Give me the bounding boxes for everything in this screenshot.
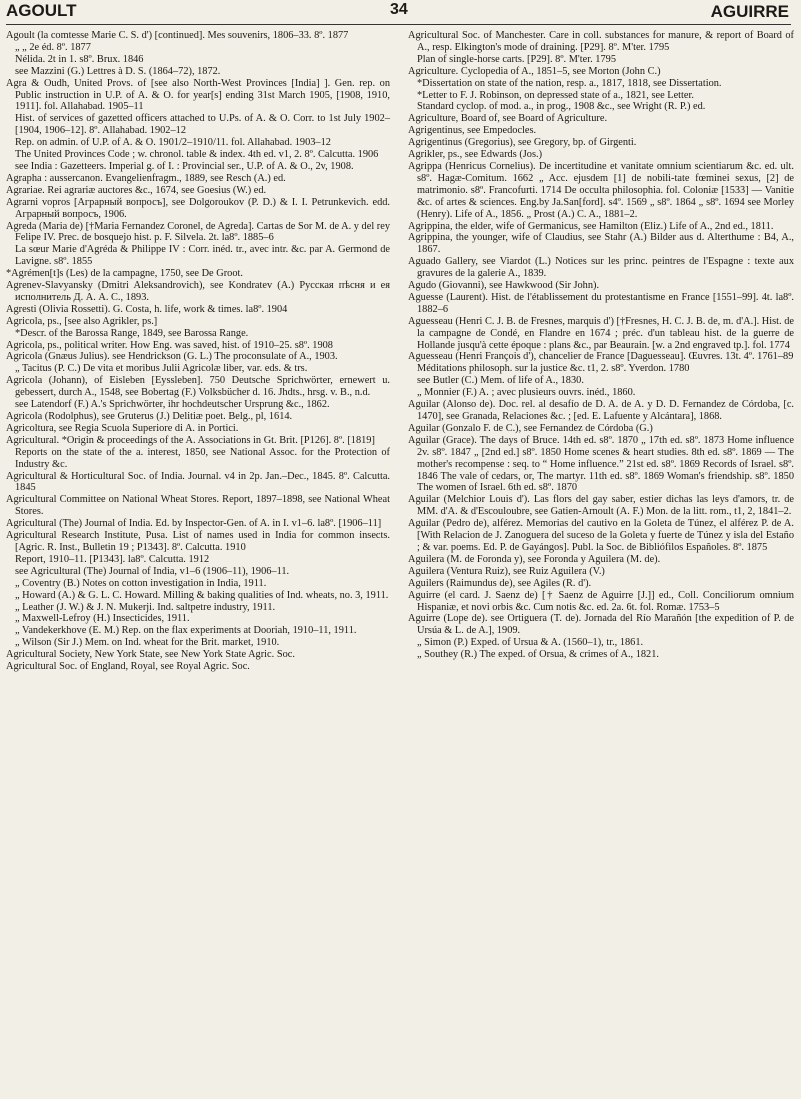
catalogue-entry: Agrarni vopros [Аграрный вопросъ], see Dolgoroukov (P. D.) & I. I. Petrunkevich. edd. Аграрный вопросъ, 1906. xyxy=(6,196,390,220)
catalogue-entry: Aguesseau (Henri François d'), chancelier de France [Daguesseau]. Œuvres. 13t. 4º. 1761–89 xyxy=(408,351,794,363)
catalogue-entry: Agricultural Soc. of Manchester. Care in coll. substances for manure, & report of Board of A., resp. Elkington's mode of draining. [P29]. 8º. M'ter. 1795 xyxy=(408,30,794,53)
catalogue-entry: see Latendorf (F.) A.'s Sprichwörter, ihr hochdeutscher Ursprung &c., 1862. xyxy=(15,399,330,411)
catalogue-entry: Agriculture. Cyclopedia of A., 1851–5, see Morton (John C.) xyxy=(408,65,661,77)
catalogue-entry: *Descr. of the Barossa Range, 1849, see Barossa Range. xyxy=(15,327,249,339)
catalogue-entry: „ „ 2e éd. 8º. 1877 xyxy=(15,41,91,53)
catalogue-entry: Agra & Oudh, United Provs. of [see also North-West Provinces [India] ]. Gen. rep. on Public instruction in U.P. of A. & O. for year[s] ending 31st March 1905, [1908, 1910, 1911]. fol. Allahabad. 1905–11 xyxy=(6,77,390,113)
catalogue-entry: Reports on the state of the a. interest, 1850, see National Assoc. for the Protection of Industry &c. xyxy=(15,446,390,470)
catalogue-entry: Agreda (Maria de) [†Maria Fernandez Coronel, de Agreda]. Cartas de Sor M. de A. y del rey Felipe IV. Prec. de bosquejo hist. p. F. Silvela. 2t. la8º. 1885–6 xyxy=(6,220,390,244)
catalogue-entry: *Dissertation on state of the nation, resp. a., 1817, 1818, see Dissertation. xyxy=(417,77,722,89)
catalogue-entry: Agricultural Research Institute, Pusa. List of names used in India for common insects. [Agric. R. Inst., Bulletin 19 ; P1343]. 8º. Calcutta. 1910 xyxy=(6,530,390,553)
catalogue-entry: Aguilar (Grace). The days of Bruce. 14th ed. s8º. 1870 „ 17th ed. s8º. 1873 Home influence 2v. s8º. 1847 „ [2nd ed.] s8º. 1850 Home scenes & heart studies. 8th ed. s8º. 1869 — The mother's recompense : seq. to “ Home influence.” 21st ed. s8º. 1869 Records of Israel. s8º. 1846 The vale of cedars, or, The martyr. 11th ed. s8º. 1869 Woman's friendship. s8º. 1850 The women of Israel. 6th ed. s8º. 1870 xyxy=(408,434,794,494)
catalogue-entry: Agrippa (Henricus Cornelius). De incertitudine et vanitate omnium scientiarum &c. ed. ult. s8º. Hagæ-Comitum. 1662 „ Acc. ejusdem [1] de nobili-tate fœminei sexus, [2] de matrimonio. s8º. Francofurti. 1714 De occulta philosophia. fol. Coloniæ [1533] — Vanitie &c. of artes & sciences. Eng.by Ja.San[ford]. s4º. 1569 „ s8º. 1864 „ s8º. 1694 see Morley (Henry). Life of A., 1856. „ Prost (A.) C. A., 1881–2. xyxy=(408,160,794,220)
catalogue-entry: Aguilers (Raimundus de), see Agiles (R. d'). xyxy=(408,577,592,589)
catalogue-entry: Agricultural & Horticultural Soc. of India. Journal. v4 in 2p. Jan.–Dec., 1845. 8º. Calcutta. 1845 xyxy=(6,470,390,494)
catalogue-entry: Agricola (Gnæus Julius). see Hendrickson (G. L.) The proconsulate of A., 1903. xyxy=(6,351,338,363)
catalogue-entry: see Butler (C.) Mem. of life of A., 1830. xyxy=(417,375,584,387)
catalogue-entry: Agresti (Olivia Rossetti). G. Costa, h. life, work & times. la8º. 1904 xyxy=(6,303,288,315)
catalogue-entry: Aguado Gallery, see Viardot (L.) Notices sur les princ. peintres de l'Espagne : texte aux gravures de la galerie A., 1839. xyxy=(408,256,794,280)
catalogue-entry: The United Provinces Code ; w. chronol. table & index. 4th ed. v1, 2. 8º. Calcutta. 1906 xyxy=(15,149,379,161)
catalogue-entry: Agricola, ps., [see also Agrikler, ps.] xyxy=(6,315,158,327)
right-column xyxy=(408,30,794,661)
catalogue-entry: „ Vandekerkhove (E. M.) Rep. on the flax experiments at Dooriah, 1910–11, 1911. xyxy=(15,625,357,637)
catalogue-entry: Agrippina, the younger, wife of Claudius, see Stahr (A.) Bilder aus d. Alterthume : B4, A., 1867. xyxy=(408,232,794,256)
catalogue-entry: „ Southey (R.) The exped. of Orsua, & crimes of A., 1821. xyxy=(417,649,659,661)
catalogue-entry: Standard cyclop. of mod. a., in prog., 1908 &c., see Wright (R. P.) ed. xyxy=(417,101,706,113)
catalogue-entry: *Agrémen[t]s (Les) de la campagne, 1750, see De Groot. xyxy=(6,268,243,280)
catalogue-entry: Hist. of services of gazetted officers attached to U.Ps. of A. & O. Corr. to 1st July 1902–[1904, 1906–12]. 8º. Allahabad. 1902–12 xyxy=(15,113,390,137)
catalogue-entry: Agricultural. *Origin & proceedings of the A. Associations in Gt. Brit. [P126]. 8º. [1819] xyxy=(6,434,375,446)
catalogue-entry: Aguirre (el card. J. Saenz de) [† Saenz de Aguirre [J.]] ed., Coll. Conciliorum omnium Hispaniæ, et novi orbis &c. Cum notis &c. ed. 2a. 6t. fol. Romæ. 1753–5 xyxy=(408,589,794,613)
catalogue-entry: Aguilera (M. de Foronda y), see Foronda y Aguilera (M. de). xyxy=(408,553,661,565)
catalogue-entry: Agrapha : aussercanon. Evangelienfragm., 1889, see Resch (A.) ed. xyxy=(6,172,286,184)
catalogue-entry: Plan of single-horse carts. [P29]. 8º. M'ter. 1795 xyxy=(417,53,616,65)
catalogue-entry: „ Monnier (F.) A. ; avec plusieurs ouvrs. inéd., 1860. xyxy=(417,387,636,399)
catalogue-entry: Méditations philosoph. sur la justice &c. t1, 2. s8º. Yverdon. 1780 xyxy=(417,363,690,375)
catalogue-entry: see Agricultural (The) Journal of India, v1–6 (1906–11), 1906–11. xyxy=(15,565,290,577)
running-head-right: AGUIRRE xyxy=(710,2,789,21)
catalogue-entry: Agrigentinus (Gregorius), see Gregory, bp. of Girgenti. xyxy=(408,137,637,149)
catalogue-entry: Agricola (Johann), of Eisleben [Eyssleben]. 750 Deutsche Sprichwörter, ernewert u. gebessert, durch A., 1548, see Bobertag (F.) Volksbücher d. 16. Jhdts., hrsg. v. B., n.d. xyxy=(6,375,390,399)
page-number: 34 xyxy=(390,1,408,18)
catalogue-entry: Aguirre (Lope de). see Ortiguera (T. de). Jornada del Río Marañón [the expedition of P. de Ursúa & L. de A.], 1909. xyxy=(408,613,794,637)
catalogue-entry: La sœur Marie d'Agréda & Philippe IV : Corr. inéd. tr., avec intr. &c. par A. Germond de Lavigne. s8º. 1855 xyxy=(15,244,390,268)
catalogue-entry: „ Wilson (Sir J.) Mem. on Ind. wheat for the Brit. market, 1910. xyxy=(15,637,280,649)
catalogue-entry: „ Howard (A.) & G. L. C. Howard. Milling & baking qualities of Ind. wheats, no. 3, 1911. xyxy=(15,589,389,601)
catalogue-entry: Agrariae. Rei agrariæ auctores &c., 1674, see Goesius (W.) ed. xyxy=(6,184,267,196)
catalogue-entry: Aguilera (Ventura Ruiz), see Ruiz Aguilera (V.) xyxy=(408,565,605,577)
catalogue-entry: Aguesse (Laurent). Hist. de l'établissement du protestantisme en France [1551–99]. 4t. la8º. 1882–6 xyxy=(408,291,794,315)
catalogue-entry: „ Coventry (B.) Notes on cotton investigation in India, 1911. xyxy=(15,577,267,589)
catalogue-entry: Rep. on admin. of U.P. of A. & O. 1901/2–1910/11. fol. Allahabad. 1903–12 xyxy=(15,137,331,149)
catalogue-entry: Agricultural (The) Journal of India. Ed. by Inspector-Gen. of A. in I. v1–6. la8º. [1906–11] xyxy=(6,518,382,530)
catalogue-entry: „ Simon (P.) Exped. of Ursua & A. (1560–1), tr., 1861. xyxy=(417,637,644,649)
catalogue-entry: Aguesseau (Henri C. J. B. de Fresnes, marquis d') [†Fresnes, H. C. J. B. de, m. d'A.]. Hist. de la campagne de Condé, en Flandre en 1674 ; préc. d'un tableau hist. de la guerre de Hollande jusqu'à cette époque : plans &c., par Beaurain. [w. a 2nd engraved tp.]. fol. 1774 xyxy=(408,315,794,351)
catalogue-entry: Agoult (la comtesse Marie C. S. d') [continued]. Mes souvenirs, 1806–33. 8º. 1877 xyxy=(6,30,349,41)
catalogue-entry: see India : Gazetteers. Imperial g. of I. : Provincial ser., U.P. of A. & O., 2v, 1908. xyxy=(15,160,354,172)
catalogue-entry: „ Maxwell-Lefroy (H.) Insecticides, 1911. xyxy=(15,613,190,625)
catalogue-entry: *Letter to F. J. Robinson, on depressed state of a., 1821, see Letter. xyxy=(417,89,694,101)
catalogue-entry: Nélida. 2t in 1. s8º. Brux. 1846 xyxy=(15,53,144,65)
catalogue-entry: Agriculture, Board of, see Board of Agriculture. xyxy=(408,113,608,125)
catalogue-entry: Agricola, ps., political writer. How Eng. was saved, hist. of 1910–25. s8º. 1908 xyxy=(6,339,333,351)
left-column xyxy=(6,30,390,673)
catalogue-entry: Agrenev-Slavyansky (Dmitri Aleksandrovich), see Kondratev (A.) Русская пѣсня и ея исполнитель Д. А. А. С., 1893. xyxy=(6,280,390,303)
catalogue-entry: Agricola (Rodolphus), see Gruterus (J.) Delitiæ poet. Belg., pl, 1614. xyxy=(6,411,293,422)
catalogue-entry: „ Tacitus (P. C.) De vita et moribus Julii Agricolæ liber, var. eds. & trs. xyxy=(15,363,308,375)
catalogue-entry: Report, 1910–11. [P1343]. la8º. Calcutta. 1912 xyxy=(15,553,210,565)
catalogue-entry: Agricultural Soc. of England, Royal, see Royal Agric. Soc. xyxy=(6,661,250,673)
catalogue-entry: Aguilar (Alonso de). Doc. rel. al desafío de D. A. de A. y D. D. Fernandez de Córdoba, [c. 1470], see Granada, Relaciones &c. ; [ed. E. Lafuente y Alcántara], 1868. xyxy=(408,399,794,422)
catalogue-entry: „ Leather (J. W.) & J. N. Mukerji. Ind. saltpetre industry, 1911. xyxy=(15,601,276,613)
catalogue-entry: Aguilar (Melchior Louis d'). Las flors del gay saber, estier dichas las leys d'amors, tr. de MM. d'A. & d'Escouloubre, see Gatien-Arnoult (A. F.) Mon. de la litt. rom., t1, 2, 1841–2. xyxy=(408,494,794,518)
catalogue-entry: Agricultural Society, New York State, see New York State Agric. Soc. xyxy=(6,649,295,661)
catalogue-entry: Agudo (Giovanni), see Hawkwood (Sir John). xyxy=(408,280,600,292)
catalogue-entry: see Mazzini (G.) Lettres à D. S. (1864–72), 1872. xyxy=(15,65,221,77)
header-rule xyxy=(6,24,791,25)
catalogue-entry: Agrippina, the elder, wife of Germanicus, see Hamilton (Eliz.) Life of A., 2nd ed., 1811. xyxy=(408,220,774,232)
catalogue-entry: Aguilar (Pedro de), alférez. Memorias del cautivo en la Goleta de Túnez, el alférez P. de A. [With Relacion de J. Zanoguera del suceso de la Goleta y fuerte de Túnez y isla del Estaño ; & var. poems. Ed. P. de Gayángos]. Publ. la Soc. de Bibliófilos Españoles. 8º. 1875 xyxy=(408,518,794,553)
catalogue-entry: Agrikler, ps., see Edwards (Jos.) xyxy=(408,149,543,161)
catalogue-entry: Agricultural Committee on National Wheat Stores. Report, 1897–1898, see National Wheat Stores. xyxy=(6,494,390,518)
catalogue-entry: Agrigentinus, see Empedocles. xyxy=(408,125,537,137)
catalogue-entry: Aguilar (Gonzalo F. de C.), see Fernandez de Córdoba (G.) xyxy=(408,422,653,434)
running-head-left: AGOULT xyxy=(6,1,77,20)
catalogue-entry: Agricoltura, see Regia Scuola Superiore di A. in Portici. xyxy=(6,422,239,434)
